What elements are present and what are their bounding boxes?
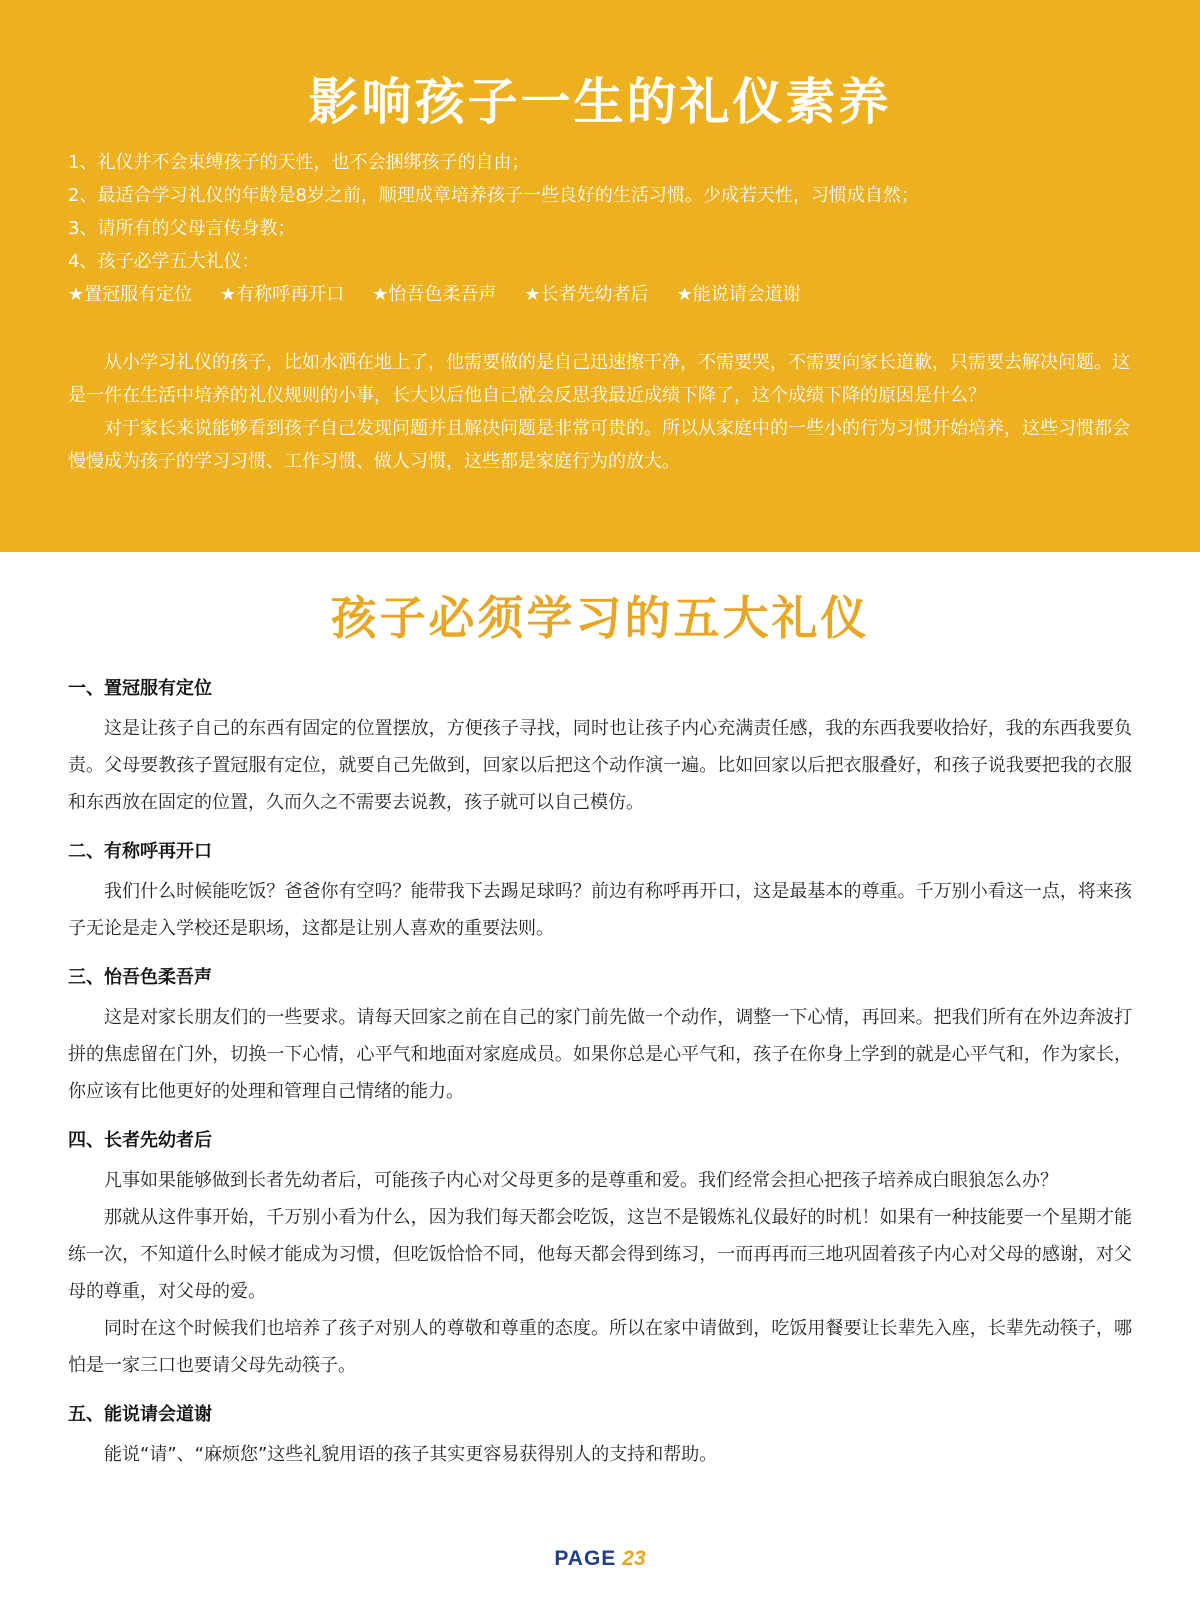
etiquette-section xyxy=(68,1398,1132,1473)
section-heading: 一、置冠服有定位 xyxy=(68,678,212,699)
intro-item: 4、孩子必学五大礼仪： xyxy=(68,251,260,272)
section-paragraph: 这是对家长朋友们的一些要求。请每天回家之前在自己的家门前先做一个动作，调整一下心情，再回来。把我们所有在外边奔波打拼的焦虑留在门外，切换一下心情，心平气和地面对家庭成员。如果你总是心平气和，孩子在你身上学到的就是心平气和，作为家长，你应该有比他更好的处理和管理自己情绪的能力。 xyxy=(68,1007,1132,1102)
intro-paragraph: 对于家长来说能够看到孩子自己发现问题并且解决问题是非常可贵的。所以从家庭中的一些小的行为习惯开始培养，这些习惯都会慢慢成为孩子的学习习惯、工作习惯、做人习惯，这些都是家庭行为的放大。 xyxy=(68,418,1130,472)
section-heading: 四、长者先幼者后 xyxy=(68,1130,212,1151)
top-banner xyxy=(0,0,1200,552)
star-item: ★怡吾色柔吾声 xyxy=(372,284,497,305)
etiquette-section xyxy=(68,835,1132,947)
intro-item: 3、请所有的父母言传身教； xyxy=(68,218,296,239)
intro-list xyxy=(68,146,1138,311)
etiquette-section xyxy=(68,672,1132,821)
etiquette-content xyxy=(68,672,1132,1487)
section-heading: 二、有称呼再开口 xyxy=(68,841,212,862)
section-paragraph: 我们什么时候能吃饭？爸爸你有空吗？能带我下去踢足球吗？前边有称呼再开口，这是最基本的尊重。千万别小看这一点，将来孩子无论是走入学校还是职场，这都是让别人喜欢的重要法则。 xyxy=(68,881,1132,939)
etiquette-section xyxy=(68,1124,1132,1384)
banner-title: 影响孩子一生的礼仪素养 xyxy=(308,73,892,131)
star-item: ★长者先幼者后 xyxy=(524,284,649,305)
intro-item: 1、礼仪并不会束缚孩子的天性，也不会捆绑孩子的自由； xyxy=(68,152,530,173)
star-item: ★有称呼再开口 xyxy=(220,284,345,305)
intro-item: 2、最适合学习礼仪的年龄是8岁之前，顺理成章培养孩子一些良好的生活习惯。少成若天性，习惯成自然； xyxy=(68,185,919,206)
section-paragraph: 这是让孩子自己的东西有固定的位置摆放，方便孩子寻找，同时也让孩子内心充满责任感，我的东西我要收拾好，我的东西我要负责。父母要教孩子置冠服有定位，就要自己先做到，回家以后把这个动作演一遍。比如回家以后把衣服叠好，和孩子说我要把我的衣服和东西放在固定的位置，久而久之不需要去说教，孩子就可以自己模仿。 xyxy=(68,718,1132,813)
intro-paragraphs xyxy=(68,346,1130,478)
section-heading: 三、怡吾色柔吾声 xyxy=(68,967,212,988)
intro-paragraph: 从小学习礼仪的孩子，比如水洒在地上了，他需要做的是自己迅速擦干净，不需要哭，不需要向家长道歉，只需要去解决问题。这是一件在生活中培养的礼仪规则的小事，长大以后他自己就会反思我最近成绩下降了，这个成绩下降的原因是什么？ xyxy=(68,352,1130,406)
section-paragraph: 凡事如果能够做到长者先幼者后，可能孩子内心对父母更多的是尊重和爱。我们经常会担心把孩子培养成白眼狼怎么办？ xyxy=(104,1170,1058,1191)
section-title: 孩子必须学习的五大礼仪 xyxy=(330,591,870,645)
page-value: 23 xyxy=(622,1547,646,1570)
section-paragraph: 能说“请”、“麻烦您”这些礼貌用语的孩子其实更容易获得别人的支持和帮助。 xyxy=(104,1444,718,1465)
section-heading: 五、能说请会道谢 xyxy=(68,1404,212,1425)
section-paragraph: 同时在这个时候我们也培养了孩子对别人的尊敬和尊重的态度。所以在家中请做到，吃饭用餐要让长辈先入座，长辈先动筷子，哪怕是一家三口也要请父母先动筷子。 xyxy=(68,1318,1132,1376)
star-item: ★能说请会道谢 xyxy=(676,284,801,305)
page-label: PAGE xyxy=(554,1547,617,1570)
etiquette-stars xyxy=(68,278,1138,311)
etiquette-section xyxy=(68,961,1132,1110)
page-number xyxy=(0,1547,1200,1571)
star-item: ★置冠服有定位 xyxy=(68,284,193,305)
section-paragraph: 那就从这件事开始，千万别小看为什么，因为我们每天都会吃饭，这岂不是锻炼礼仪最好的时机！如果有一种技能要一个星期才能练一次，不知道什么时候才能成为习惯，但吃饭恰恰不同，他每天都会得到练习，一而再再而三地巩固着孩子内心对父母的感谢，对父母的尊重，对父母的爱。 xyxy=(68,1207,1132,1302)
